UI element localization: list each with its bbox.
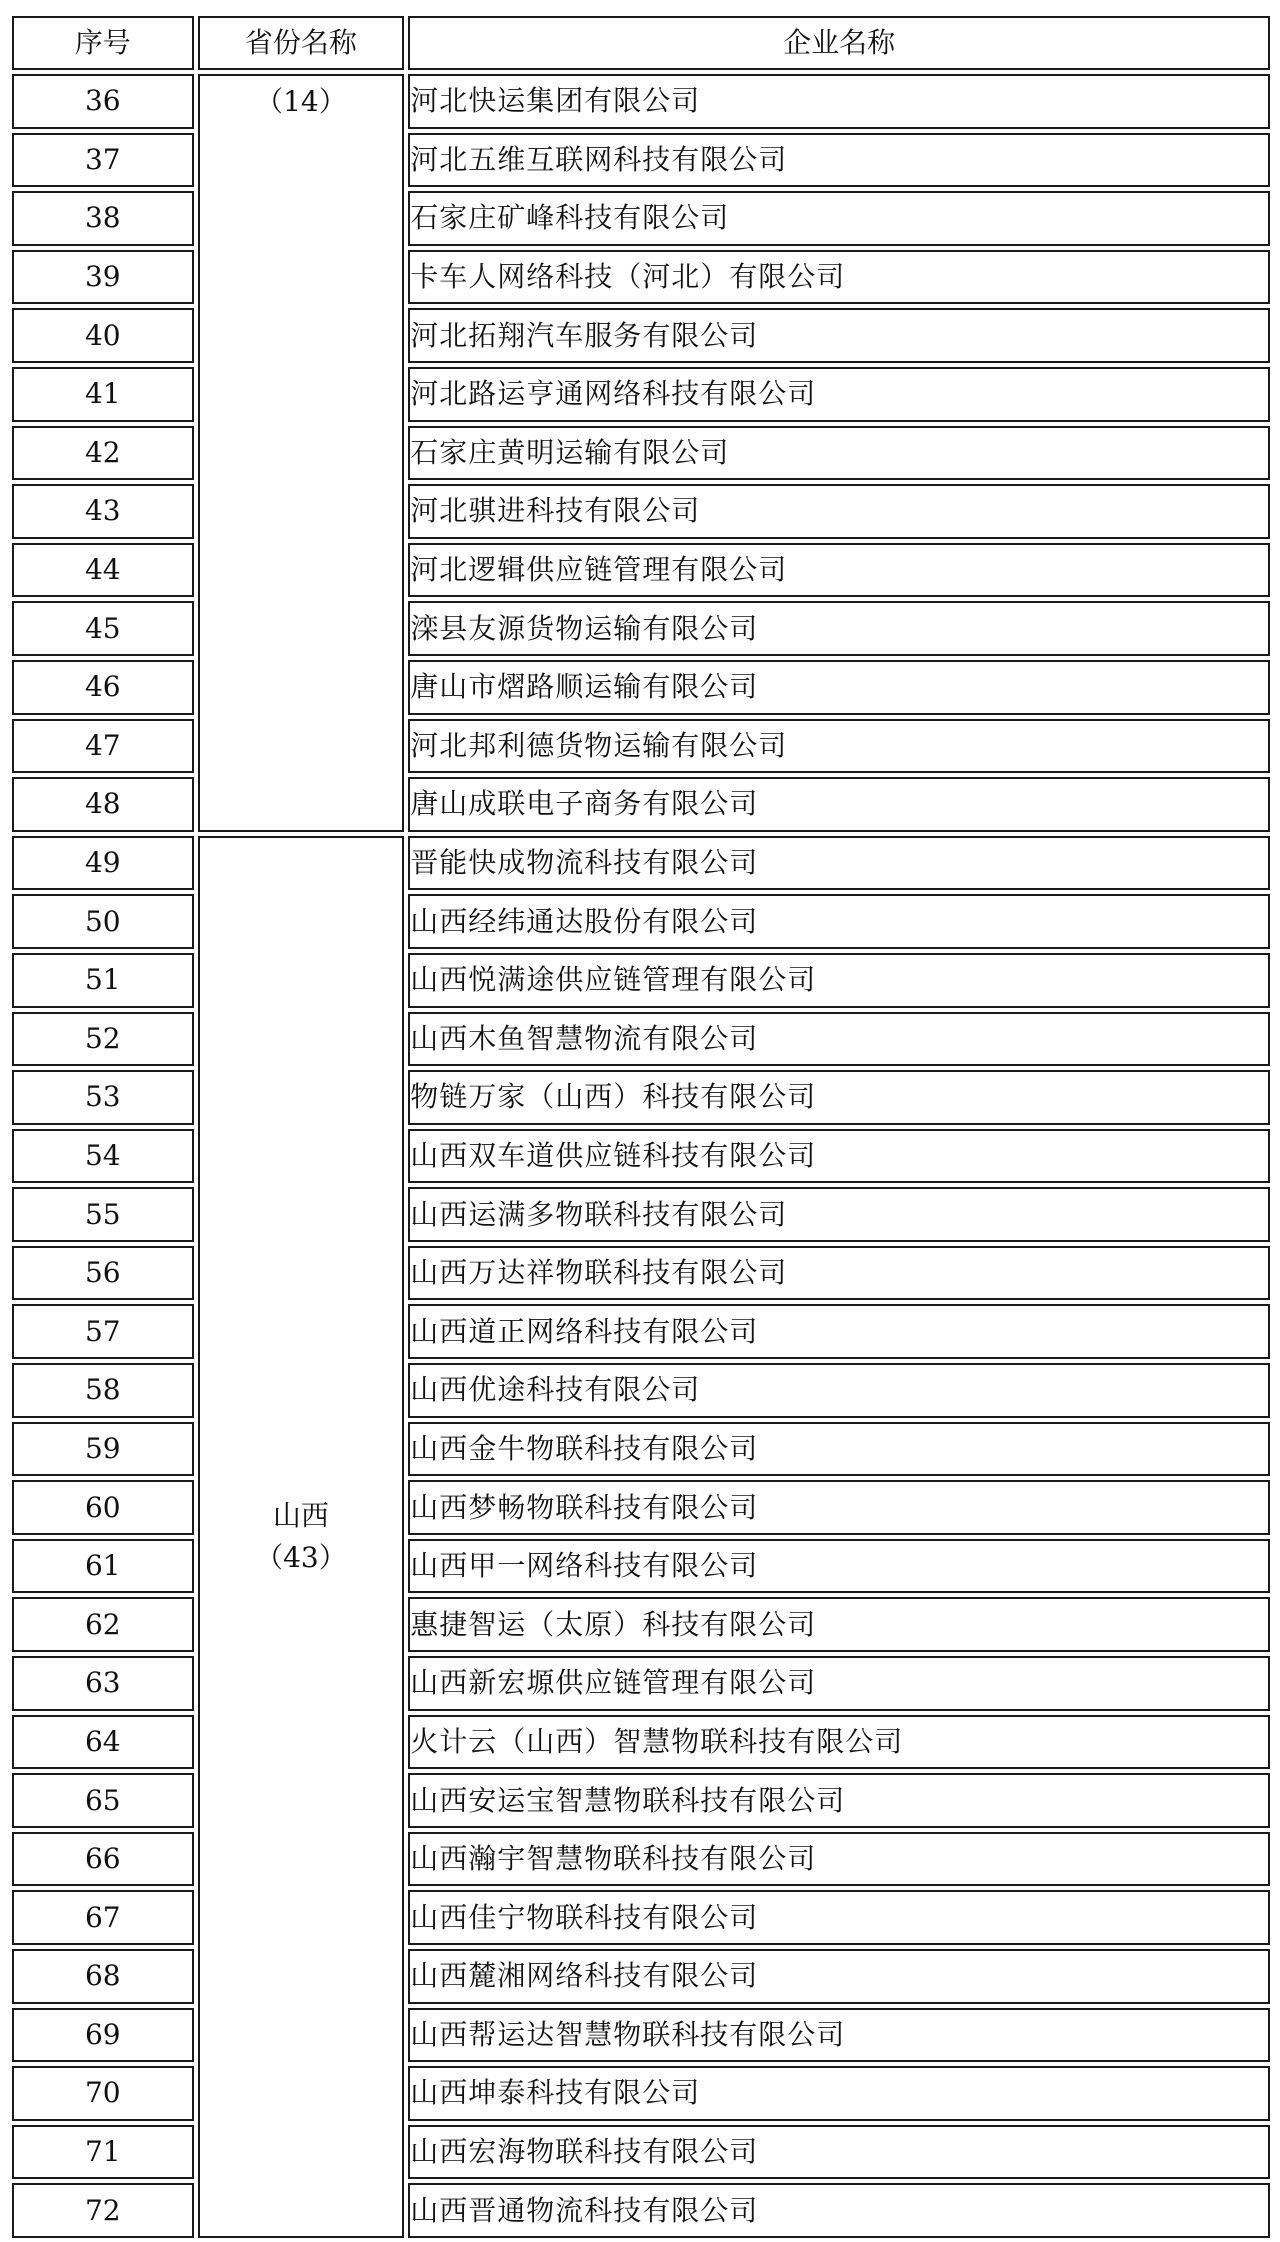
company-name: 山西道正网络科技有限公司 [408, 1304, 1270, 1359]
row-index: 54 [12, 1129, 194, 1184]
table-header-row [12, 16, 1270, 70]
row-index: 61 [12, 1539, 194, 1594]
table-row [12, 74, 1270, 129]
province-cell [198, 836, 405, 2238]
row-index: 48 [12, 777, 194, 832]
company-name: 山西麓湘网络科技有限公司 [408, 1949, 1270, 2004]
row-index: 60 [12, 1480, 194, 1535]
company-name: 山西金牛物联科技有限公司 [408, 1422, 1270, 1477]
header-company: 企业名称 [408, 16, 1270, 70]
company-name: 唐山市熠路顺运输有限公司 [408, 660, 1270, 715]
company-name: 山西木鱼智慧物流有限公司 [408, 1012, 1270, 1067]
header-province: 省份名称 [198, 16, 405, 70]
row-index: 68 [12, 1949, 194, 2004]
row-index: 40 [12, 308, 194, 363]
company-name: 山西坤泰科技有限公司 [408, 2066, 1270, 2121]
row-index: 41 [12, 367, 194, 422]
row-index: 69 [12, 2008, 194, 2063]
row-index: 72 [12, 2183, 194, 2238]
company-name: 石家庄黄明运输有限公司 [408, 426, 1270, 481]
row-index: 38 [12, 191, 194, 246]
company-name: 山西双车道供应链科技有限公司 [408, 1129, 1270, 1184]
row-index: 56 [12, 1246, 194, 1301]
row-index: 47 [12, 719, 194, 774]
row-index: 62 [12, 1597, 194, 1652]
row-index: 63 [12, 1656, 194, 1711]
row-index: 53 [12, 1070, 194, 1125]
row-index: 52 [12, 1012, 194, 1067]
row-index: 70 [12, 2066, 194, 2121]
company-name: 河北逻辑供应链管理有限公司 [408, 543, 1270, 598]
row-index: 50 [12, 894, 194, 949]
company-name: 晋能快成物流科技有限公司 [408, 836, 1270, 891]
province-name: 山西 [272, 1498, 329, 1532]
company-name: 山西安运宝智慧物联科技有限公司 [408, 1773, 1270, 1828]
row-index: 65 [12, 1773, 194, 1828]
company-name: 山西帮运达智慧物联科技有限公司 [408, 2008, 1270, 2063]
company-name: 滦县友源货物运输有限公司 [408, 601, 1270, 656]
header-index: 序号 [12, 16, 194, 70]
row-index: 42 [12, 426, 194, 481]
company-name: 山西瀚宇智慧物联科技有限公司 [408, 1832, 1270, 1887]
row-index: 59 [12, 1422, 194, 1477]
company-name: 山西梦畅物联科技有限公司 [408, 1480, 1270, 1535]
company-name: 火计云（山西）智慧物联科技有限公司 [408, 1715, 1270, 1770]
province-cell [198, 74, 405, 832]
company-name: 山西悦满途供应链管理有限公司 [408, 953, 1270, 1008]
company-name: 河北拓翔汽车服务有限公司 [408, 308, 1270, 363]
company-name: 山西优途科技有限公司 [408, 1363, 1270, 1418]
company-name: 河北邦利德货物运输有限公司 [408, 719, 1270, 774]
company-name: 河北快运集团有限公司 [408, 74, 1270, 129]
row-index: 37 [12, 133, 194, 188]
company-name: 唐山成联电子商务有限公司 [408, 777, 1270, 832]
row-index: 51 [12, 953, 194, 1008]
province-company-count: （14） [255, 85, 347, 118]
company-name: 河北路运亨通网络科技有限公司 [408, 367, 1270, 422]
province-company-count: （43） [255, 1540, 347, 1574]
company-name: 山西甲一网络科技有限公司 [408, 1539, 1270, 1594]
company-name: 卡车人网络科技（河北）有限公司 [408, 250, 1270, 305]
company-name: 山西运满多物联科技有限公司 [408, 1187, 1270, 1242]
row-index: 58 [12, 1363, 194, 1418]
row-index: 45 [12, 601, 194, 656]
company-name: 山西经纬通达股份有限公司 [408, 894, 1270, 949]
row-index: 64 [12, 1715, 194, 1770]
company-list-table [8, 12, 1274, 2242]
row-index: 67 [12, 1890, 194, 1945]
row-index: 55 [12, 1187, 194, 1242]
row-index: 36 [12, 74, 194, 129]
row-index: 39 [12, 250, 194, 305]
company-name: 山西万达祥物联科技有限公司 [408, 1246, 1270, 1301]
company-name: 惠捷智运（太原）科技有限公司 [408, 1597, 1270, 1652]
row-index: 57 [12, 1304, 194, 1359]
company-name: 山西新宏塬供应链管理有限公司 [408, 1656, 1270, 1711]
company-name: 河北五维互联网科技有限公司 [408, 133, 1270, 188]
table-body [12, 74, 1270, 2238]
row-index: 49 [12, 836, 194, 891]
company-name: 山西晋通物流科技有限公司 [408, 2183, 1270, 2238]
row-index: 44 [12, 543, 194, 598]
company-name: 物链万家（山西）科技有限公司 [408, 1070, 1270, 1125]
row-index: 46 [12, 660, 194, 715]
company-name: 山西宏海物联科技有限公司 [408, 2125, 1270, 2180]
company-name: 山西佳宁物联科技有限公司 [408, 1890, 1270, 1945]
company-name: 石家庄矿峰科技有限公司 [408, 191, 1270, 246]
row-index: 66 [12, 1832, 194, 1887]
company-name: 河北骐进科技有限公司 [408, 484, 1270, 539]
row-index: 43 [12, 484, 194, 539]
row-index: 71 [12, 2125, 194, 2180]
table-row [12, 836, 1270, 891]
